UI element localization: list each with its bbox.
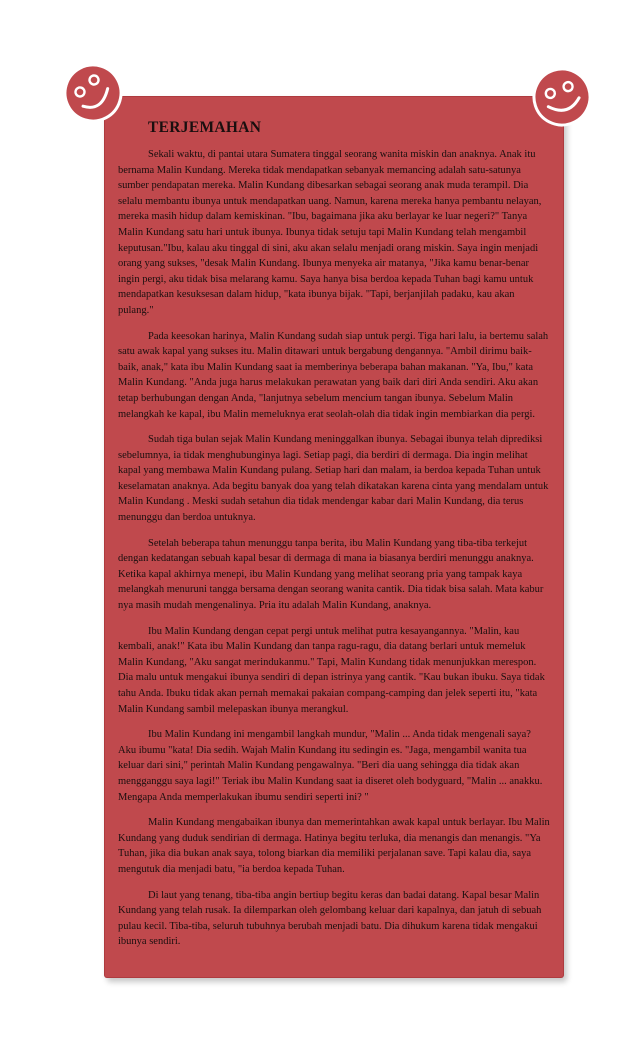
paragraph-4: Setelah beberapa tahun menunggu tanpa berita, ibu Malin Kundang yang tiba-tiba terkejut dengan kedatangan sebuah kapal besar di dermaga di mana ia biasanya berdiri menunggu anaknya. Ketika kapal akhirnya menepi, ibu Malin Kundang yang melihat seorang pria yang tampak kaya melangkah menuruni tangga bersama dengan seorang wanita cantik. Dia tidak bisa salah. Mata kabur nya masih mudah mengenalinya. Pria itu adalah Malin Kundang, anaknya. xyxy=(118,537,544,612)
paragraph-7: Malin Kundang mengabaikan ibunya dan memerintahkan awak kapal untuk berlayar. Ibu Malin Kundang yang duduk sendirian di dermaga. Hatinya begitu terluka, dia menangis dan menangis. "Ya Tuhan, jika dia bukan anak saya, tolong biarkan dia memiliki perjalanan save. Tapi kalau dia, saya mengutuk dia menjadi batu, "ia berdoa kepada Tuhan. xyxy=(118,817,550,875)
document-title: TERJEMAHAN xyxy=(148,119,262,136)
paragraph-5: Ibu Malin Kundang dengan cepat pergi untuk melihat putra kesayangannya. "Malin, kau kembali, anak!" Kata ibu Malin Kundang dan tanpa ragu-ragu, dia datang berlari untuk memeluk Malin Kundang, "Aku sangat merindukanmu." Tapi, Malin Kundang tidak menunjukkan merespon. Dia malu untuk mengakui ibunya sendiri di depan istrinya yang cantik. "Kau bukan ibuku. Saya tidak tahu Anda. Ibuku tidak akan pernah memakai pakaian compang-camping dan jelek seperti itu, "kata Malin Kundang sambil melepaskan ibunya merangkul. xyxy=(118,625,545,715)
document-body xyxy=(118,118,550,960)
paragraph-8: Di laut yang tenang, tiba-tiba angin bertiup begitu keras dan badai datang. Kapal besar Malin Kundang yang telah rusak. Ia dilemparkan oleh gelombang keluar dari kapalnya, dan jatuh di sebuah pulau kecil. Tiba-tiba, seluruh tubuhnya berubah menjadi batu. Dia dihukum karena tidak mengakui ibunya sendiri. xyxy=(118,889,542,948)
paragraph-2: Pada keesokan harinya, Malin Kundang sudah siap untuk pergi. Tiga hari lalu, ia bertemu salah satu awak kapal yang sukses itu. Malin ditawari untuk bergabung dengannya. "Ambil dirimu baik-baik, anak," kata ibu Malin Kundang saat ia memberinya beberapa bahan makanan. "Ya, Ibu," kata Malin Kundang. "Anda juga harus melakukan perawatan yang baik dari diri Anda sendiri. Aku akan tetap berhubungan dengan Anda, "lanjutnya sebelum mencium tangan ibunya. Sebelum Malin melangkah ke kapal, ibu Malin memeluknya erat seolah-olah dia tidak ingin membiarkan dia pergi. xyxy=(118,330,549,420)
paragraph-1: Sekali waktu, di pantai utara Sumatera tinggal seorang wanita miskin dan anaknya. Anak itu bernama Malin Kundang. Mereka tidak mendapatkan sebanyak memancing adalah satu-satunya sumber pendapatan mereka. Malin Kundang dibesarkan sebagai seorang anak muda terampil. Dia selalu membantu ibunya untuk mendapatkan uang. Namun, karena mereka hanya pembantu nelayan, mereka masih hidup dalam kemiskinan. "Ibu, bagaimana jika aku berlayar ke luar negeri?" Tanya Malin Kundang satu hari untuk ibunya. Ibunya tidak setuju tapi Malin Kundang telah mengambil keputusan."Ibu, kalau aku tinggal di sini, aku akan selalu menjadi orang miskin. Saya ingin menjadi orang yang sukses, "desak Malin Kundang. Ibunya menyeka air matanya, "Jika kamu benar-benar ingin pergi, aku tidak bisa melarang kamu. Saya hanya bisa berdoa kepada Tuhan bagi kamu untuk mendapatkan kesuksesan dalam hidup, "kata ibunya bijak. "Tapi, berjanjilah padaku, kau akan pulang." xyxy=(118,149,542,316)
paragraph-6: Ibu Malin Kundang ini mengambil langkah mundur, "Malin ... Anda tidak mengenali saya? Aku ibumu "kata! Dia sedih. Wajah Malin Kundang itu sedingin es. "Jaga, mengambil wanita tua keluar dari sini," perintah Malin Kundang pengawalnya. "Beri dia uang sehingga dia tidak akan mengganggu saya lagi!" Teriak ibu Malin Kundang saat ia diseret oleh bodyguard, "Malin ... anakku. Mengapa Anda memperlakukan ibumu sendiri seperti ini? " xyxy=(118,729,543,803)
paragraph-3: Sudah tiga bulan sejak Malin Kundang meninggalkan ibunya. Sebagai ibunya telah diprediksi sebelumnya, ia tidak menghubunginya lagi. Setiap pagi, dia berdiri di dermaga. Dia ingin melihat kapal yang membawa Malin Kundang pulang. Setiap hari dan malam, ia berdoa kepada Tuhan untuk keselamatan anaknya. Ada begitu banyak doa yang telah dikatakan karena cinta yang mendalam untuk Malin Kundang . Meski sudah setahun dia tidak mendengar kabar dari Malin Kundang, dia terus menunggu dan berdoa untuknya. xyxy=(118,434,549,524)
